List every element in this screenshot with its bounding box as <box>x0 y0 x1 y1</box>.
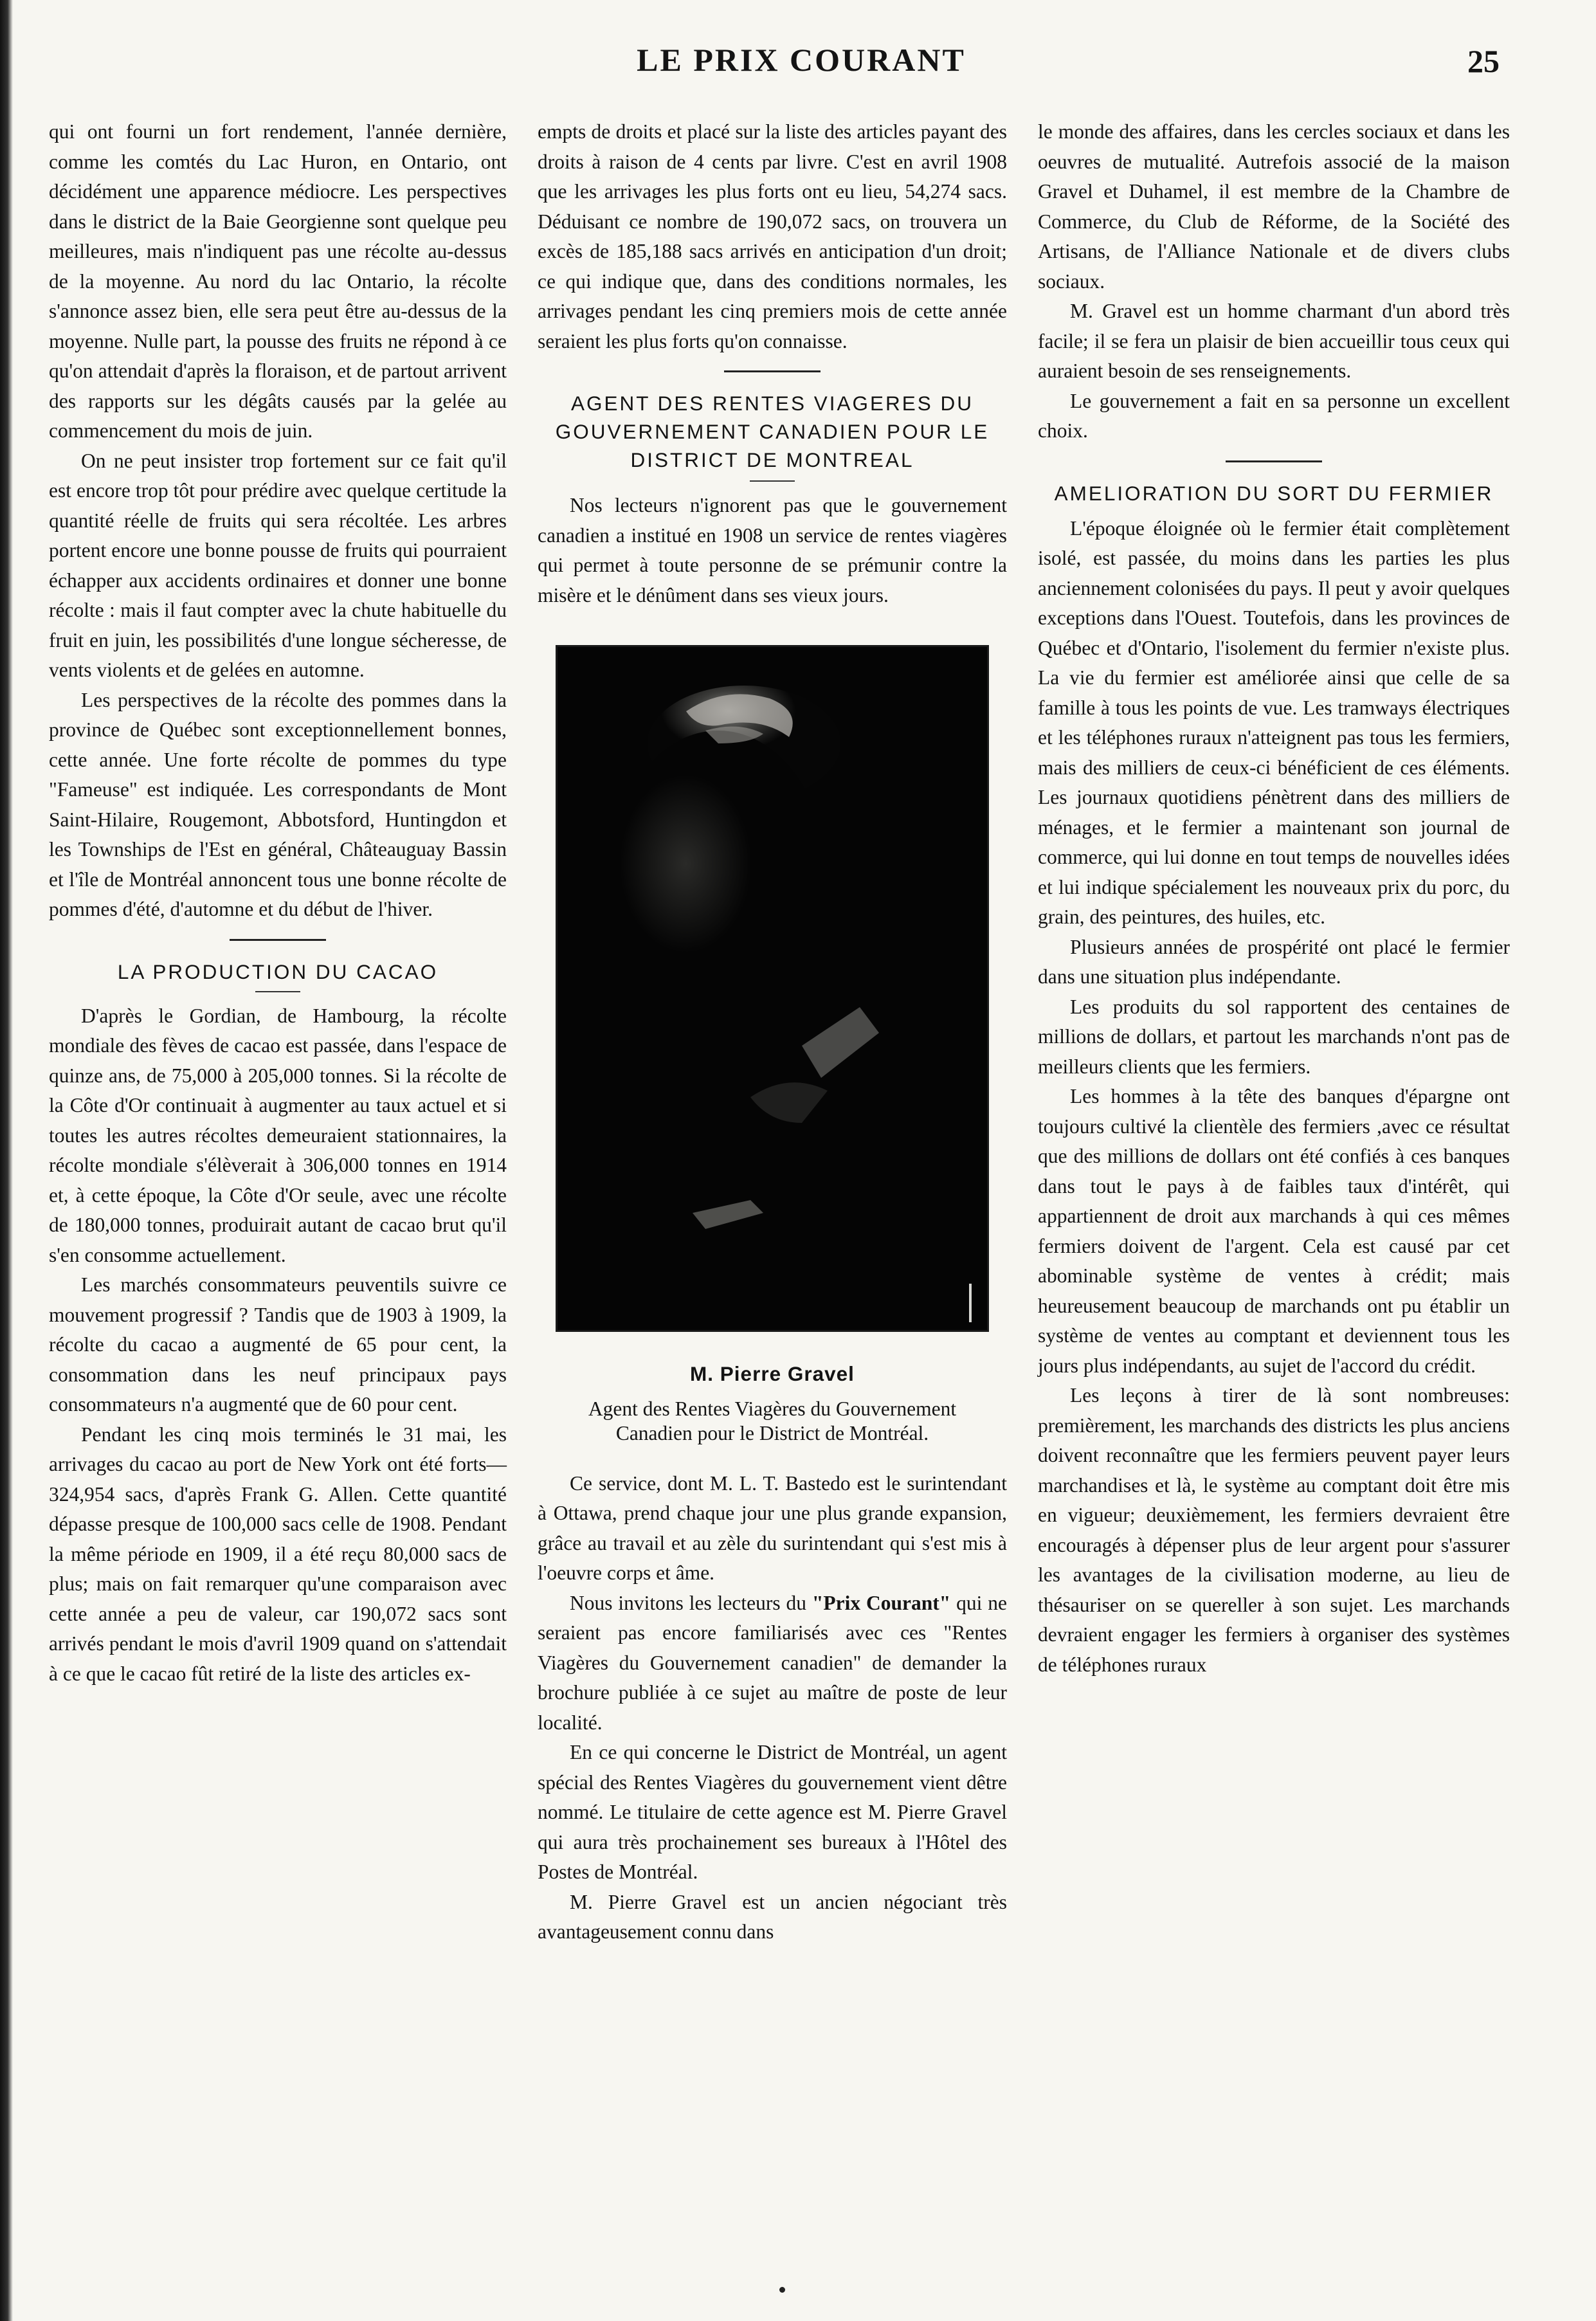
section-heading-agent: AGENT DES RENTES VIAGERES DU GOUVERNEMENT CANADIEN POUR LE DISTRICT DE MONTREAL <box>555 392 990 471</box>
page-header <box>103 41 1500 93</box>
paragraph: Nos lecteurs n'ignorent pas que le gouvernement canadien a institué en 1908 un service de rentes viagères qui permet à toute personne de se prémunir contre la misère et le dénûment dans ses vieux jours. <box>538 494 1007 606</box>
paragraph: empts de droits et placé sur la liste des articles payant des droits à raison de 4 cents par livre. C'est en avril 1908 que les arrivages les plus forts ont eu lieu, 54,274 sacs. Déduisant ce nombre de 190,072 sacs, on trouvera un excès de 185,188 sacs arrivés en anticipation d'un droit; ce qui indique que, dans des conditions normales, les arrivages pendant les cinq premiers mois de cette année seraient les plus forts qu'on connaisse. <box>538 120 1007 352</box>
paragraph-text: qui ne seraient pas encore familiarisés avec ces "Rentes Viagères du Gouvernement canadien" de demander la brochure publiée à ce sujet au maître de poste de leur localité. <box>538 1591 1007 1734</box>
heading-underline <box>750 480 795 482</box>
paragraph: L'époque éloignée où le fermier était complètement isolé, est passée, du moins dans les parties les plus anciennement colonisées du pays. Il peut y avoir quelques exceptions dans l'Ouest. Toutefois, dans les provinces de Québec et d'Ontario, l'isolement du fermier n'existe plus. La vie du fermier est améliorée ainsi que celle de sa famille à tous les points de vue. Les tramways électriques et les téléphones ruraux n'atteignent pas tous les fermiers, mais des milliers de ceux-ci bénéficient de ces éléments. Les journaux quotidiens pénètrent dans des milliers de ménages, et le fermier a maintenant son journal de commerce, qui lui donne en tout temps de nouvelles idées et lui indique spécialement les nouveaux prix du porc, du grain, des peintures, des huiles, etc. <box>1038 516 1510 928</box>
paragraph: On ne peut insister trop fortement sur ce fait qu'il est encore trop tôt pour prédire avec quelque certitude la quantité réelle de fruits qui sera récoltée. Les arbres portent encore une bonne pousse de fruits qui pourraient échapper aux accidents ordinaires et donner une bonne récolte : mais il faut compter avec la chute habituelle du fruit en juin, les possibilités d'une longue sécheresse, de vents violents et de gelées en automne. <box>49 449 507 681</box>
portrait-image <box>558 647 987 1330</box>
paragraph: M. Gravel est un homme charmant d'un abord très facile; il se fera un plaisir de bien accueillir tous ceux qui auraient besoin de ses renseignements. <box>1038 300 1510 382</box>
paragraph-text: Nous invitons les lecteurs du <box>570 1591 812 1614</box>
paragraph: D'après le Gordian, de Hambourg, la récolte mondiale des fèves de cacao est passée, dans l'espace de quinze ans, de 75,000 à 205,000 tonnes. Si la récolte de la Côte d'Or continuait à augmenter au taux actuel et si toutes les autres récoltes demeuraient stationnaires, la récolte mondiale s'élèverait à 306,000 tonnes en 1914 et, à cette époque, la Côte d'Or seule, avec une récolte de 180,000 tonnes, produirait autant de cacao brut qu'il s'en consomme actuellement. <box>49 1004 507 1266</box>
heading-underline <box>255 991 300 992</box>
paragraph: Les marchés consommateurs peuventils suivre ce mouvement progressif ? Tandis que de 1903 à 1909, la récolte du cacao a augmenté de 65 pour cent, la consommation dans les neuf principaux pays consommateurs n'a augmenté que de 60 pour cent. <box>49 1273 507 1415</box>
paragraph: Les produits du sol rapportent des centaines de millions de dollars, et partout les marchands n'ont pas de meilleurs clients que les fermiers. <box>1038 995 1510 1078</box>
paragraph: Les hommes à la tête des banques d'épargne ont toujours cultivé la clientèle des fermiers ,avec ce résultat que des millions de dollars ont été confiés à ces banques dans tout le pays à de faibles taux d'intérêt, qui appartiennent de droit aux marchands à qui ces mêmes fermiers doivent de l'argent. Cela est causé par cet abominable système de ventes à crédit; mais heureusement beaucoup de marchands ont pu établir un système de ventes au comptant et deviennent tous les jours plus indépendants, au sujet de l'accord du crédit. <box>1038 1085 1510 1377</box>
section-divider <box>1226 460 1322 462</box>
section-heading-fermier: AMELIORATION DU SORT DU FERMIER <box>1054 481 1494 505</box>
masthead-title: LE PRIX COURANT <box>637 42 966 78</box>
column-left <box>49 117 507 1689</box>
page-number: 25 <box>1467 43 1500 79</box>
paragraph <box>538 1588 1007 1738</box>
paragraph: Les leçons à tirer de là sont nombreuses: premièrement, les marchands des districts les plus anciens doivent reconnaître que les fermiers peuvent payer leurs marchandises et là, le système au comptant doit être mis en vigueur; deuxièmement, les fermiers devraient être encouragés à dépenser plus de leur argent pour s'assurer les avantages de la civilisation moderne, au lieu de thésauriser on se quereller à son sujet. Les marchands devraient engager les fermiers à organiser des systèmes de téléphones ruraux <box>1038 1384 1510 1676</box>
paragraph: M. Pierre Gravel est un ancien négociant très avantageusement connu dans <box>538 1890 1007 1943</box>
paragraph: Le gouvernement a fait en sa personne un excellent choix. <box>1038 389 1510 442</box>
paragraph: qui ont fourni un fort rendement, l'année dernière, comme les comtés du Lac Huron, en Ontario, ont décidément une apparence médiocre. Les perspectives dans le district de la Baie Georgienne sont quelque peu meilleures, mais n'indiquent pas une récolte au-dessus de la moyenne. Au nord du lac Ontario, la récolte s'annonce assez bien, elle sera peut être au-dessus de la moyenne. Nulle part, la pousse des fruits ne répond à ce qu'on attendait d'après la floraison, et de partout arrivent des rapports sur les dégâts causés par la gelée au commencement du mois de juin. <box>49 120 507 442</box>
paragraph: En ce qui concerne le District de Montréal, un agent spécial des Rentes Viagères du gouvernement vient dêtre nommé. Le titulaire de cette agence est M. Pierre Gravel qui aura très prochainement ses bureaux à l'Hôtel des Postes de Montréal. <box>538 1741 1007 1883</box>
section-divider <box>724 370 821 372</box>
portrait-caption-title: Agent des Rentes Viagères du Gouvernement Canadien pour le District de Montréal. <box>588 1397 957 1444</box>
page-spine-shadow <box>0 0 13 2321</box>
paragraph: Ce service, dont M. L. T. Bastedo est le surintendant à Ottawa, prend chaque jour une plus grande expansion, grâce au travail et au zèle du surintendant qui s'est mis à l'oeuvre corps et âme. <box>538 1471 1007 1584</box>
paragraph: Plusieurs années de prospérité ont placé le fermier dans une situation plus indépendante. <box>1038 935 1510 988</box>
paragraph: Les perspectives de la récolte des pommes dans la province de Québec sont exceptionnellement bonnes, cette année. Une forte récolte de pommes du type "Fameuse" est indiquée. Les correspondants de Mont Saint-Hilaire, Rougemont, Abbotsford, Huntingdon et les Townships de l'Est en général, Châteauguay Bassin et l'île de Montréal annoncent tous une bonne récolte de pommes d'été, d'automne et du début de l'hiver. <box>49 688 507 920</box>
section-divider <box>230 939 326 941</box>
portrait-photo <box>556 645 989 1332</box>
column-right <box>1038 117 1510 1680</box>
paragraph: Pendant les cinq mois terminés le 31 mai, les arrivages du cacao au port de New York ont été forts—324,954 sacs, d'après Frank G. Allen. Cette quantité dépasse presque de 100,000 sacs celle de 1908. Pendant la même période en 1909, il a été reçu 80,000 sacs de plus; mais on fait remarquer qu'une comparaison avec cette année a peu de valeur, car 190,072 sacs sont arrivés pendant le mois d'avril 1909 quand on s'attendait à ce que le cacao fût retiré de la liste des articles ex- <box>49 1423 507 1685</box>
paragraph: le monde des affaires, dans les cercles sociaux et dans les oeuvres de mutualité. Autrefois associé de la maison Gravel et Duhamel, il est membre de la Chambre de Commerce, du Club de Réforme, de la Société des Artisans, de l'Alliance Nationale et de divers clubs sociaux. <box>1038 120 1510 293</box>
journal-name: "Prix Courant" <box>812 1591 951 1614</box>
section-heading-cacao: LA PRODUCTION DU CACAO <box>117 960 439 983</box>
portrait-figure <box>538 645 1007 1446</box>
portrait-caption-name: M. Pierre Gravel <box>690 1362 855 1385</box>
bottom-mark <box>779 2287 785 2293</box>
column-middle <box>538 117 1007 1947</box>
